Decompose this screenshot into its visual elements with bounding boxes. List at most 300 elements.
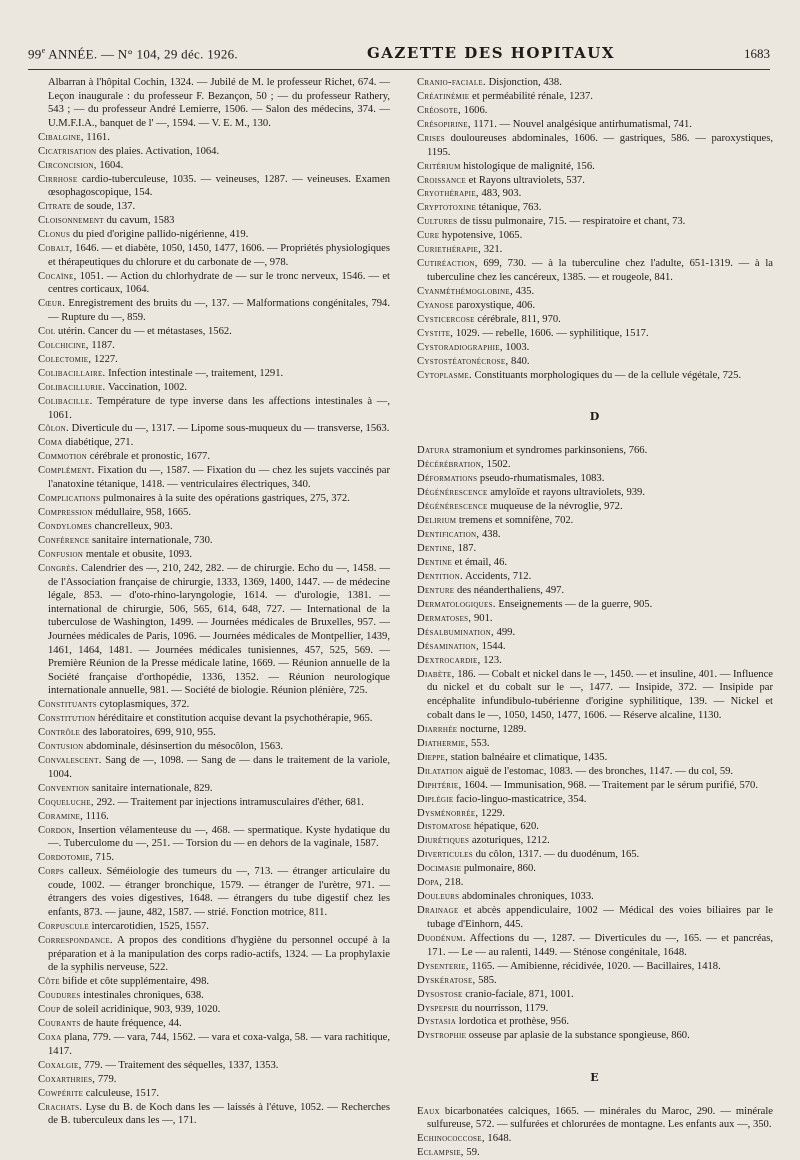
right-column: [417, 76, 773, 1160]
index-entry: [417, 820, 773, 834]
index-references: nocturne, 1289.: [457, 723, 527, 735]
index-entry: [417, 514, 773, 528]
index-entry: [417, 243, 773, 257]
index-references: et abcès appendiculaire, 1002 — Médical des voies biliaires par le tubage d'Einhorn, 445.: [427, 905, 773, 930]
index-term: Cibalgine,: [38, 131, 84, 143]
index-term: Cordon,: [38, 824, 75, 836]
index-references: sanitaire internationale, 829.: [89, 782, 213, 794]
index-term: Dysenterie,: [417, 960, 469, 972]
index-references: 123.: [480, 654, 502, 666]
index-references: du pied d'origine pallido-nigérienne, 419.: [70, 229, 249, 241]
index-references: station balnéaire et climatique, 1435.: [448, 751, 608, 763]
index-references: 435.: [512, 285, 535, 297]
index-entry: [417, 1105, 773, 1132]
index-entry: [38, 200, 390, 214]
index-references: paroxystique, 406.: [453, 299, 535, 311]
index-term: Cryothérapie,: [417, 188, 479, 200]
index-references: des néanderthaliens, 497.: [454, 584, 565, 596]
index-references: 483, 903.: [478, 188, 522, 200]
index-references: Diverticule du —, 1317. — Lipome sous-muqueux du — transverse, 1563.: [68, 423, 390, 435]
index-term: Dysostose: [417, 988, 463, 1000]
index-references: plana, 779. — vara, 744, 1562. — vara et coxa-valga, 58. — vara rachitique, 1417.: [48, 1032, 390, 1057]
index-references: diabétique, 271.: [62, 437, 134, 449]
index-term: Cyanméthémoglobine,: [417, 285, 513, 297]
index-term: Drainage: [417, 905, 459, 917]
index-term: Croissance: [417, 174, 466, 186]
index-entry: [38, 975, 390, 989]
index-entry: [417, 486, 773, 500]
index-term: Curiethérapie,: [417, 244, 482, 256]
index-references: 779.: [95, 1073, 117, 1085]
index-references: Lyse du B. de Koch dans les — laissés à l'étuve, 1052. — Recherches de B. tuberculeux dans les —, 171.: [48, 1101, 390, 1127]
index-term: Coxalgie,: [38, 1059, 82, 1071]
index-entry: [38, 1003, 390, 1017]
index-entry: [417, 472, 773, 486]
index-term: Courants: [38, 1018, 81, 1030]
index-entry: [417, 834, 773, 848]
section-letter: D: [589, 410, 601, 424]
index-entry: [38, 422, 390, 436]
index-term: Convalescent.: [38, 755, 102, 767]
index-term: Dentine: [417, 556, 453, 568]
index-entry: [38, 1031, 390, 1058]
index-references: 779. — Traitement des séquelles, 1337, 1353.: [81, 1059, 279, 1071]
index-references: 1606.: [460, 104, 488, 116]
index-references: Température de type inverse dans les affections intestinales à —, 1061.: [48, 395, 390, 421]
issue-label: 99e ANNÉE. — N° 104, 29 déc. 1926.: [28, 45, 238, 61]
index-term: Diurétiques: [417, 835, 470, 847]
index-term: Circoncision,: [38, 159, 97, 171]
index-term: Dentine,: [417, 542, 455, 554]
index-references: de soude, 137.: [71, 201, 136, 213]
index-references: 1116.: [83, 810, 109, 822]
index-term: Compression: [38, 507, 93, 518]
index-references: et émail, 46.: [452, 556, 508, 568]
index-references: 1229.: [478, 807, 505, 819]
index-references: 585.: [475, 974, 497, 986]
index-references: hépatique, 620.: [471, 821, 539, 833]
index-references: Calendrier des —, 210, 242, 282. — de chirurgie. Echo du —, 1458. — de l'Association française de chirurgie, 1333, 1369, 1400, 1447. — de médecine légale, 853. — d'oto-rhino-laryngologie, 1614. — d'urologie, 1381. — international de chirurgie, 506, 565, 614, 648, 727. — International de la tuberculose de Washington, 1499. — Journées médicales de Bruxelles, 957. — Journées médicales de Paris, 1096. — Journées médicales de Montpellier, 1439, 1461, 1464, 1481. — Journées médicales tunisiennes, 457, 525, 569. — Première Réunion de la Presse médicale latine, 1669. — Réunion annuelle de la Société française d'orthopédie, 1336, 1352. — Réunion neurologique internationale annuelle, 981. — Société de biologie. Réunion plénière, 725.: [48, 562, 390, 697]
index-references: intestinales chroniques, 638.: [80, 990, 204, 1002]
index-term: Douleurs: [417, 891, 460, 903]
index-references: Albarran à l'hôpital Cochin, 1324. — Jubilé de M. le professeur Richet, 674. — Leçon inaugurale : du professeur F. Bezançon, 50 ; — du professeur Rathery, 543 ; — du professeur André Lemierre, 1506. — Salon des médecins, 374. — U.M.F.I.A., banquet de l' —, 1594. — V. E. M., 130.: [48, 77, 390, 129]
index-term: Dyskératose,: [417, 974, 476, 986]
index-entry: [38, 824, 390, 851]
index-entry: [38, 548, 390, 562]
index-entry: [417, 723, 773, 737]
index-references: 840.: [508, 355, 530, 367]
index-term: Dieppe,: [417, 751, 449, 763]
index-references: pseudo-rhumatismales, 1083.: [477, 473, 605, 485]
index-term: Dystasia: [417, 1016, 457, 1028]
index-term: Dermatoses,: [417, 612, 472, 624]
index-entry: [38, 325, 390, 339]
index-entry: [417, 932, 773, 959]
index-entry: [38, 353, 390, 367]
index-entry: [417, 1146, 773, 1160]
index-references: stramonium et syndromes parkinsoniens, 766.: [449, 445, 648, 457]
index-entry: [417, 570, 773, 584]
index-entry: [417, 668, 773, 722]
index-entry: [417, 542, 773, 556]
index-term: Créatinémie: [417, 90, 470, 102]
index-term: Convention: [38, 782, 90, 794]
index-entry: [417, 1132, 773, 1146]
index-references: A propos des conditions d'hygiène du personnel occupé à la préparation et à la manipulation des corps radio-actifs, 1324. — La prophylaxie de la syphilis nerveuse, 522.: [48, 935, 390, 974]
index-term: Docimasie: [417, 863, 462, 875]
index-entry: [417, 313, 773, 327]
index-entry: [38, 506, 390, 520]
index-term: Commotion: [38, 451, 88, 463]
index-term: Coqueluche,: [38, 796, 94, 808]
index-term: Constitution: [38, 713, 96, 725]
index-term: Diplégie: [417, 793, 454, 805]
index-entry: [417, 355, 773, 369]
index-entry: [38, 173, 390, 200]
index-entry: [38, 159, 390, 173]
index-term: Cœur.: [38, 298, 66, 310]
index-term: Colectomie,: [38, 353, 92, 365]
index-entry: [38, 450, 390, 464]
index-term: Cloisonnement: [38, 215, 104, 227]
index-entry: [38, 367, 390, 381]
index-references: du nourrisson, 1179.: [458, 1002, 549, 1014]
index-references: utérin. Cancer du — et métastases, 1562.: [55, 325, 232, 337]
index-references: cardio-tuberculeuse, 1035. — veineuses, 1287. — veineuses. Examen œsophagoscopique, 154.: [48, 173, 390, 199]
index-entry: [417, 341, 773, 355]
index-entry: [417, 890, 773, 904]
index-entry: [417, 974, 773, 988]
index-entry: [417, 76, 773, 90]
index-entry: [38, 712, 390, 726]
index-term: Diathermie,: [417, 737, 469, 749]
index-references: pulmonaire, 860.: [461, 863, 536, 875]
index-entry: [38, 562, 390, 698]
index-entry: [38, 865, 390, 919]
index-references: 1502.: [484, 459, 511, 471]
index-references: osseuse par aplasie de la substance spongieuse, 860.: [466, 1030, 690, 1042]
index-term: Dysménorrée,: [417, 807, 479, 819]
index-references: 499.: [493, 626, 516, 638]
index-references: 1604. — Immunisation, 968. — Traitement par le sérum purifié, 570.: [461, 779, 758, 791]
index-entry: [417, 960, 773, 974]
index-term: Cordotomie,: [38, 852, 93, 864]
index-entry: [38, 796, 390, 810]
index-term: Déformations: [417, 473, 478, 485]
index-entry: [38, 242, 390, 269]
index-references: Fixation du —, 1587. — Fixation du — chez les sujets vaccinés par l'anatoxine tétanique, 1418. — ventriculaires électriques, 340.: [48, 465, 390, 491]
index-references: Constituants morphologiques du — de la cellule végétale, 725.: [471, 369, 742, 381]
index-term: Coudures: [38, 990, 81, 1002]
index-references: chancrelleux, 903.: [92, 520, 173, 532]
index-references: Insertion vélamenteuse du —, 468. — spermatique. Kyste hydatique du —. Tuberculome du —, 251. — Torsion du — en dehors de la vaginale, 1587.: [48, 824, 390, 850]
index-term: Delirium: [417, 515, 457, 526]
index-entry: [417, 444, 773, 458]
index-references: hypotensive, 1065.: [439, 230, 523, 242]
index-references: azoturiques, 1212.: [469, 835, 550, 847]
index-term: Coxarthries,: [38, 1073, 96, 1085]
index-references: histologique de malignité, 156.: [460, 160, 595, 172]
index-term: Duodénum.: [417, 932, 466, 944]
index-term: Conférence: [38, 534, 90, 546]
index-references: abdominales chroniques, 1033.: [459, 891, 594, 903]
index-references: 1544.: [479, 640, 506, 652]
index-term: Dilatation: [417, 765, 464, 777]
index-term: Cirrhose: [38, 173, 78, 185]
index-term: Complications: [38, 493, 101, 505]
index-term: Cystoradiographie,: [417, 341, 503, 353]
index-entry: [417, 500, 773, 514]
index-term: Décérébration,: [417, 459, 484, 471]
index-term: Cutiréaction,: [417, 258, 478, 270]
index-references: cérébrale, 811, 970.: [474, 313, 561, 325]
index-term: Côte: [38, 976, 60, 988]
index-term: Echinococcose,: [417, 1133, 485, 1145]
index-term: Cyanose: [417, 299, 454, 311]
index-term: Créosote,: [417, 104, 461, 116]
index-references: 699, 730. — à la tuberculine chez l'adulte, 651-1319. — à la tuberculine chez les cancéreux, 1385. — et rougeole, 841.: [427, 258, 773, 283]
index-references: et perméabilité rénale, 1237.: [469, 90, 593, 102]
index-entry: [38, 145, 390, 159]
index-term: Crésopirine,: [417, 118, 471, 130]
index-references: des plaies. Activation, 1064.: [96, 145, 220, 157]
index-entry: [417, 285, 773, 299]
index-entry: [417, 1002, 773, 1016]
index-references: de soleil acridinique, 903, 939, 1020.: [60, 1004, 221, 1016]
index-term: Distomatose: [417, 821, 472, 833]
index-term: Cystite,: [417, 327, 454, 339]
index-references: 187.: [454, 542, 477, 554]
index-entry: [417, 299, 773, 313]
index-references: cytoplasmiques, 372.: [96, 699, 190, 711]
index-term: Cocaïne,: [38, 270, 77, 282]
index-references: 553.: [468, 737, 490, 749]
index-entry: [38, 934, 390, 975]
index-entry: [38, 1101, 390, 1128]
index-references: 1227.: [91, 353, 118, 365]
index-term: Cicatrisation: [38, 145, 97, 157]
index-entry: [38, 381, 390, 395]
index-references: du cavum, 1583: [103, 215, 175, 227]
index-entry: [38, 1087, 390, 1101]
index-term: Crises: [417, 132, 445, 144]
index-entry: [38, 464, 390, 491]
index-references: 59.: [463, 1147, 480, 1159]
index-references: Affections du —, 1287. — Diverticules du —, 165. — et pancréas, 171. — Le — au ralenti, 1449. — Sténose congénitale, 1648.: [427, 932, 773, 958]
index-term: Côlon.: [38, 423, 69, 435]
index-entry: [417, 751, 773, 765]
index-term: Diarrhée: [417, 723, 458, 735]
index-entry: [417, 765, 773, 779]
index-term: Denture: [417, 584, 455, 596]
index-entry: [417, 1029, 773, 1043]
index-term: Coxa: [38, 1032, 62, 1044]
index-references: aiguë de l'estomac, 1083. — des bronches, 1147. — du col, 59.: [463, 765, 734, 777]
index-references: mentale et obusite, 1093.: [83, 548, 193, 560]
index-references: de tissu pulmonaire, 715. — respiratoire et chant, 73.: [457, 216, 686, 228]
index-entry: [38, 1017, 390, 1031]
index-references: 438.: [479, 528, 501, 540]
index-entry: [417, 793, 773, 807]
index-entry: [38, 339, 390, 353]
index-term: Cystostéatonécrose,: [417, 355, 509, 367]
index-term: Dentition.: [417, 570, 463, 582]
index-entry: [38, 1073, 390, 1087]
index-references: Enseignements — de la guerre, 905.: [495, 598, 653, 610]
index-term: Dégénérescence: [417, 487, 488, 499]
index-references: sanitaire internationale, 730.: [89, 534, 213, 546]
index-term: Eaux: [417, 1105, 440, 1117]
index-references: douloureuses abdominales, 1606. — gastriques, 586. — paroxystiques, 1195.: [427, 132, 773, 158]
index-term: Contrôle: [38, 727, 81, 739]
index-term: Clonus: [38, 229, 71, 241]
index-references: Infection intestinale —, traitement, 1291.: [105, 367, 284, 379]
index-term: Diverticules: [417, 849, 473, 861]
index-term: Diphtérie,: [417, 779, 462, 791]
index-references: Disjonction, 438.: [485, 77, 562, 88]
index-entry: [417, 160, 773, 174]
index-entry: [417, 737, 773, 751]
index-references: 1165. — Amibienne, récidivée, 1020. — Bacillaires, 1418.: [468, 960, 721, 972]
index-entry: [38, 1059, 390, 1073]
index-references: 1161.: [83, 131, 110, 143]
index-term: Corpuscule: [38, 921, 89, 933]
index-references: 1051. — Action du chlorhydrate de — sur le tronc nerveux, 1546. — et centres corticaux, 1064.: [48, 270, 390, 296]
header-rule: [28, 69, 770, 70]
index-term: Cultures: [417, 216, 458, 228]
index-term: Désamination,: [417, 640, 480, 652]
index-term: Confusion: [38, 548, 84, 560]
index-entry: [38, 782, 390, 796]
index-term: Citrate: [38, 201, 72, 213]
index-entry: [417, 132, 773, 159]
index-term: Colibacillaire.: [38, 367, 106, 379]
index-entry: [417, 876, 773, 890]
index-entry: [38, 297, 390, 324]
index-entry: [38, 698, 390, 712]
running-header: [28, 44, 770, 66]
index-entry: [417, 174, 773, 188]
index-entry: [417, 1015, 773, 1029]
index-entry: [417, 612, 773, 626]
index-term: Colchicine,: [38, 339, 89, 351]
index-term: Colibacillurie.: [38, 381, 106, 393]
index-references: 218.: [442, 877, 464, 889]
index-references: 1187.: [88, 339, 115, 351]
index-references: bicarbonatées calciques, 1665. — minérales du Maroc, 290. — minérale sulfureuse, 572. — sulfurées et chlorurées de montagne. Les enfants aux —, 350.: [427, 1105, 773, 1131]
index-references: du côlon, 1317. — du duodénum, 165.: [472, 849, 640, 861]
index-references: lordotica et prothèse, 956.: [456, 1016, 570, 1028]
index-entry: [38, 851, 390, 865]
index-entry: [38, 534, 390, 548]
index-references: bifide et côte supplémentaire, 498.: [59, 976, 210, 988]
index-entry: [417, 556, 773, 570]
index-references: héréditaire et constitution acquise devant la psychothérapie, 965.: [95, 713, 373, 725]
index-references: 1648.: [484, 1133, 512, 1145]
index-term: Dégénérescence: [417, 501, 488, 513]
index-entry: [417, 988, 773, 1002]
index-term: Dyspepsie: [417, 1002, 459, 1014]
index-term: Cytoplasme.: [417, 369, 472, 381]
index-term: Cranio-faciale.: [417, 77, 486, 88]
index-entry: [417, 187, 773, 201]
index-term: Dystrophie: [417, 1030, 467, 1042]
index-entry: [417, 118, 773, 132]
index-entry: [38, 754, 390, 781]
index-entry: [417, 779, 773, 793]
index-references: 292. — Traitement par injections intramusculaires d'éther, 681.: [93, 796, 364, 808]
index-entry: [38, 492, 390, 506]
index-references: facio-linguo-masticatrice, 354.: [453, 793, 587, 805]
index-term: Critérium: [417, 160, 461, 172]
index-term: Complément.: [38, 465, 95, 477]
index-term: Cure: [417, 230, 440, 242]
index-entry: [417, 654, 773, 668]
index-term: Cobalt,: [38, 243, 73, 255]
index-references: muqueuse de la névroglie, 972.: [487, 501, 623, 513]
index-entry: [417, 807, 773, 821]
index-references: calculeuse, 1517.: [83, 1087, 160, 1099]
index-entry: [417, 257, 773, 284]
index-references: Vaccination, 1002.: [105, 381, 188, 393]
index-references: 1003.: [502, 341, 530, 353]
index-entry: [38, 76, 390, 130]
index-entry: [417, 369, 773, 383]
index-entry: [417, 848, 773, 862]
index-references: des laboratoires, 699, 910, 955.: [80, 727, 216, 739]
index-references: 186. — Cobalt et nickel dans le —, 1450. — et insuline, 401. — Influence du nickel et du cobalt sur le —, 1477. — Insipide, 372. — Insipide par encéphalite infundibulo-tubérienne d'origine syphilitique, 139. — Nickel et cobalt dans le —, 1050, 1450, 1477, 1606. — Réserve alcaline, 1130.: [427, 668, 773, 721]
index-term: Condylomes: [38, 520, 93, 532]
index-entry: [417, 584, 773, 598]
journal-title: GAZETTE DES HOPITAUX: [366, 44, 615, 62]
index-references: tétanique, 763.: [476, 202, 542, 214]
index-entry: [417, 598, 773, 612]
index-entry: [38, 740, 390, 754]
index-term: Coup: [38, 1004, 61, 1016]
index-term: Dextrocardie,: [417, 654, 481, 666]
index-term: Cowpérite: [38, 1087, 84, 1099]
index-entry: [38, 214, 390, 228]
page-number: 1683: [744, 46, 770, 61]
index-entry: [38, 228, 390, 242]
index-entry: [417, 90, 773, 104]
index-references: calleux. Séméiologie des tumeurs du —, 713. — étranger articulaire du coude, 1002. — étranger bronchique, 1579. — étranger de l'urètre, 971. — étrangers des voies digestives, 1648. — étrangers du tube digestif chez les enfants, 873. — jaune, 482, 1587. — strié. Fonction motrice, 811.: [48, 866, 390, 919]
index-term: Colibacille.: [38, 395, 93, 407]
index-entry: [417, 229, 773, 243]
index-references: médullaire, 958, 1665.: [92, 507, 191, 518]
index-term: Contusion: [38, 741, 84, 753]
index-term: Dopa,: [417, 877, 443, 889]
index-references: Sang de —, 1098. — Sang de — dans le traitement de la variole, 1004.: [48, 755, 390, 780]
index-entry: [38, 436, 390, 450]
index-entry: [38, 520, 390, 534]
index-term: Coramine,: [38, 810, 84, 822]
index-references: 321.: [481, 244, 503, 256]
index-references: tremens et somnifène, 702.: [456, 515, 574, 526]
index-references: 1171. — Nouvel analgésique antirhumatismal, 741.: [470, 118, 692, 130]
index-entry: [417, 904, 773, 931]
index-references: abdominale, désinsertion du mésocôlon, 1563.: [83, 741, 284, 753]
index-entry: [417, 215, 773, 229]
index-term: Correspondance.: [38, 935, 113, 947]
left-column: [38, 76, 390, 1128]
index-term: Coma: [38, 437, 63, 449]
index-term: Diabète,: [417, 668, 455, 680]
index-entry: [417, 528, 773, 542]
index-references: 1029. — rebelle, 1606. — syphilitique, 1517.: [453, 327, 649, 339]
index-term: Dermatologiques.: [417, 598, 496, 610]
index-references: 715.: [92, 852, 115, 864]
